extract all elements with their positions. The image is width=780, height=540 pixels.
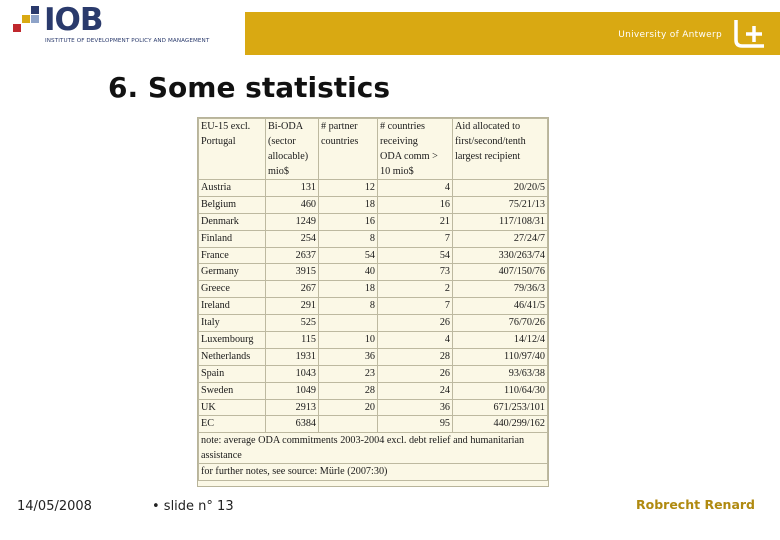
value-cell: 115 xyxy=(266,332,319,349)
value-cell: 330/263/74 xyxy=(453,247,548,264)
value-cell: 27/24/7 xyxy=(453,230,548,247)
value-cell: 2 xyxy=(378,281,453,298)
value-cell: 1931 xyxy=(266,348,319,365)
slide-title: 6. Some statistics xyxy=(108,71,391,104)
value-cell: 46/41/5 xyxy=(453,298,548,315)
table-row xyxy=(199,332,548,349)
header-cell xyxy=(199,119,266,180)
table-row xyxy=(199,315,548,332)
table-row xyxy=(199,247,548,264)
country-cell: Denmark xyxy=(199,213,266,230)
value-cell: 36 xyxy=(378,399,453,416)
table-row xyxy=(199,281,548,298)
value-cell: 26 xyxy=(378,315,453,332)
logo-subtitle: INSTITUTE OF DEVELOPMENT POLICY AND MANAGEMENT xyxy=(45,38,210,44)
value-cell: 16 xyxy=(378,196,453,213)
table-row xyxy=(199,348,548,365)
header-line: Bi-ODA xyxy=(268,121,304,132)
country-cell: Germany xyxy=(199,264,266,281)
country-cell: Finland xyxy=(199,230,266,247)
value-cell: 24 xyxy=(378,382,453,399)
country-cell: Greece xyxy=(199,281,266,298)
header-line: Portugal xyxy=(201,136,236,147)
slide-header xyxy=(0,0,780,57)
value-cell: 7 xyxy=(378,298,453,315)
value-cell: 23 xyxy=(319,365,378,382)
university-label: University of Antwerp xyxy=(618,30,722,40)
header-line: receiving xyxy=(380,136,418,147)
header-line: EU-15 excl. xyxy=(201,121,251,132)
table-row xyxy=(199,298,548,315)
value-cell xyxy=(319,315,378,332)
country-cell: Sweden xyxy=(199,382,266,399)
value-cell: 40 xyxy=(319,264,378,281)
footer-slide-number: • slide n° 13 xyxy=(152,499,234,514)
table-row xyxy=(199,196,548,213)
value-cell: 75/21/13 xyxy=(453,196,548,213)
value-cell: 110/97/40 xyxy=(453,348,548,365)
header-line: mio$ xyxy=(268,166,289,177)
footer-date: 14/05/2008 xyxy=(17,499,92,514)
value-cell: 26 xyxy=(378,365,453,382)
table-row xyxy=(199,264,548,281)
value-cell: 36 xyxy=(319,348,378,365)
value-cell: 18 xyxy=(319,281,378,298)
value-cell: 28 xyxy=(319,382,378,399)
value-cell: 20 xyxy=(319,399,378,416)
value-cell: 12 xyxy=(319,180,378,197)
table-row xyxy=(199,399,548,416)
header-line: # countries xyxy=(380,121,425,132)
country-cell: Spain xyxy=(199,365,266,382)
value-cell: 95 xyxy=(378,416,453,433)
country-cell: Italy xyxy=(199,315,266,332)
country-cell: Austria xyxy=(199,180,266,197)
country-cell: EC xyxy=(199,416,266,433)
table-row xyxy=(199,213,548,230)
header-line: (sector xyxy=(268,136,296,147)
value-cell: 525 xyxy=(266,315,319,332)
value-cell: 28 xyxy=(378,348,453,365)
statistics-table xyxy=(197,117,549,487)
table-row xyxy=(199,382,548,399)
country-cell: UK xyxy=(199,399,266,416)
table-source-row xyxy=(199,464,548,481)
country-cell: Netherlands xyxy=(199,348,266,365)
value-cell: 671/253/101 xyxy=(453,399,548,416)
value-cell: 7 xyxy=(378,230,453,247)
value-cell: 93/63/38 xyxy=(453,365,548,382)
table-source: for further notes, see source: Mürle (2007:30) xyxy=(199,464,548,481)
value-cell: 460 xyxy=(266,196,319,213)
table-row xyxy=(199,230,548,247)
country-cell: Luxembourg xyxy=(199,332,266,349)
value-cell: 79/36/3 xyxy=(453,281,548,298)
value-cell: 14/12/4 xyxy=(453,332,548,349)
table-note-row xyxy=(199,433,548,464)
value-cell: 3915 xyxy=(266,264,319,281)
header-cell xyxy=(319,119,378,180)
value-cell: 117/108/31 xyxy=(453,213,548,230)
header-cell xyxy=(378,119,453,180)
table-header-row xyxy=(199,119,548,180)
value-cell: 4 xyxy=(378,180,453,197)
value-cell xyxy=(319,416,378,433)
value-cell: 1049 xyxy=(266,382,319,399)
header-line: largest recipient xyxy=(455,151,521,162)
value-cell: 54 xyxy=(319,247,378,264)
logo-text: IOB xyxy=(44,2,103,38)
table-row xyxy=(199,365,548,382)
value-cell: 21 xyxy=(378,213,453,230)
value-cell: 131 xyxy=(266,180,319,197)
header-line: 10 mio$ xyxy=(380,166,414,177)
header-line: countries xyxy=(321,136,359,147)
university-logo-icon xyxy=(732,18,768,50)
header-line: ODA comm > xyxy=(380,151,438,162)
value-cell: 2913 xyxy=(266,399,319,416)
country-cell: Ireland xyxy=(199,298,266,315)
header-line: Aid allocated to xyxy=(455,121,521,132)
value-cell: 16 xyxy=(319,213,378,230)
value-cell: 407/150/76 xyxy=(453,264,548,281)
country-cell: Belgium xyxy=(199,196,266,213)
value-cell: 20/20/5 xyxy=(453,180,548,197)
value-cell: 6384 xyxy=(266,416,319,433)
footer-author: Robrecht Renard xyxy=(636,497,755,512)
value-cell: 18 xyxy=(319,196,378,213)
value-cell: 76/70/26 xyxy=(453,315,548,332)
value-cell: 1043 xyxy=(266,365,319,382)
value-cell: 267 xyxy=(266,281,319,298)
value-cell: 2637 xyxy=(266,247,319,264)
header-line: # partner xyxy=(321,121,358,132)
header-cell xyxy=(266,119,319,180)
value-cell: 291 xyxy=(266,298,319,315)
table-note: note: average ODA commitments 2003-2004 excl. debt relief and humanitarian assistance xyxy=(199,433,548,464)
value-cell: 254 xyxy=(266,230,319,247)
value-cell: 110/64/30 xyxy=(453,382,548,399)
table-row xyxy=(199,416,548,433)
value-cell: 8 xyxy=(319,230,378,247)
value-cell: 4 xyxy=(378,332,453,349)
header-line: first/second/tenth xyxy=(455,136,526,147)
country-cell: France xyxy=(199,247,266,264)
iob-logo-squares-icon xyxy=(13,4,43,34)
table-row xyxy=(199,180,548,197)
value-cell: 8 xyxy=(319,298,378,315)
header-cell xyxy=(453,119,548,180)
value-cell: 54 xyxy=(378,247,453,264)
value-cell: 73 xyxy=(378,264,453,281)
value-cell: 10 xyxy=(319,332,378,349)
header-line: allocable) xyxy=(268,151,309,162)
value-cell: 1249 xyxy=(266,213,319,230)
value-cell: 440/299/162 xyxy=(453,416,548,433)
